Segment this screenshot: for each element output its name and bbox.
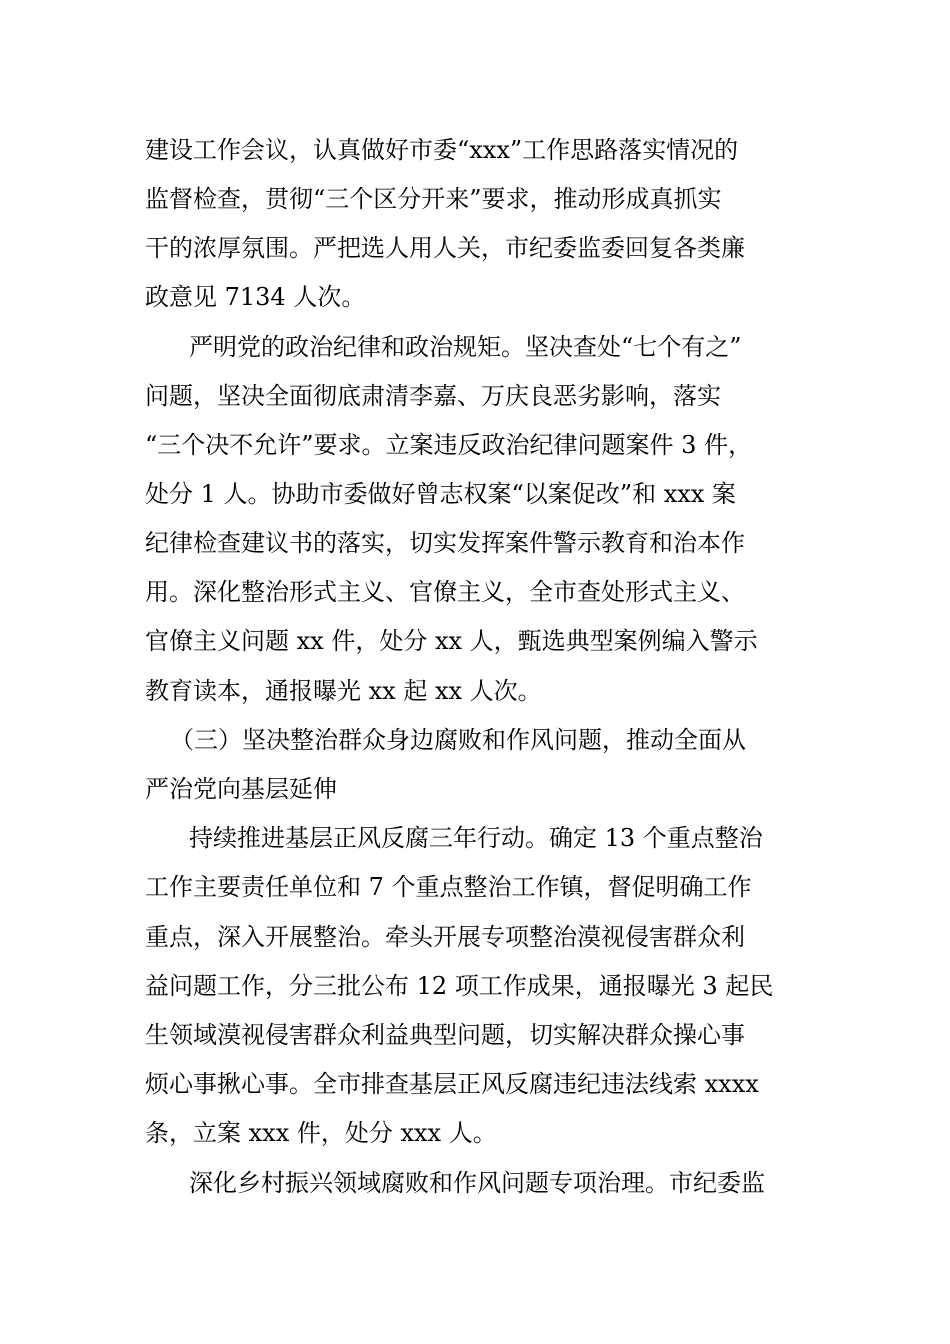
text-line: “三个决不允许”要求。立案违反政治纪律问题案件 3 件， <box>145 431 753 459</box>
text-line: 政意见 7134 人次。 <box>145 283 366 311</box>
paragraph-first-line: 持续推进基层正风反腐三年行动。确定 13 个重点整治 <box>189 824 763 852</box>
text-line: 处分 1 人。协助市委做好曾志权案“以案促改”和 xxx 案 <box>145 480 736 508</box>
paragraph-first-line: 深化乡村振兴领域腐败和作风问题专项治理。市纪委监 <box>189 1169 765 1197</box>
text-line: 生领域漠视侵害群众利益典型问题，切实解决群众操心事 <box>145 1021 745 1049</box>
text-line: 重点，深入开展整治。牵头开展专项整治漠视侵害群众利 <box>145 923 745 951</box>
text-line: 干的浓厚氛围。严把选人用人关，市纪委监委回复各类廉 <box>145 234 745 262</box>
text-line: 条，立案 xxx 件，处分 xxx 人。 <box>145 1119 497 1147</box>
text-line: 问题，坚决全面彻底肃清李嘉、万庆良恶劣影响，落实 <box>145 382 721 410</box>
text-line: 教育读本，通报曝光 xx 起 xx 人次。 <box>145 677 542 705</box>
text-line: 烦心事揪心事。全市排查基层正风反腐违纪违法线索 xxxx <box>145 1070 759 1098</box>
text-line: 纪律检查建议书的落实，切实发挥案件警示教育和治本作 <box>145 529 745 557</box>
text-line: 建设工作会议，认真做好市委“xxx”工作思路落实情况的 <box>145 136 739 164</box>
text-line: 益问题工作，分三批公布 12 项工作成果，通报曝光 3 起民 <box>145 972 774 1000</box>
section-heading: （三）坚决整治群众身边腐败和作风问题，推动全面从 <box>170 726 746 754</box>
text-line: 工作主要责任单位和 7 个重点整治工作镇，督促明确工作 <box>145 873 752 901</box>
text-line: 用。深化整治形式主义、官僚主义，全市查处形式主义、 <box>145 578 745 606</box>
text-line: 监督检查，贯彻“三个区分开来”要求，推动形成真抓实 <box>145 185 722 213</box>
text-line: 官僚主义问题 xx 件，处分 xx 人，甄选典型案例编入警示 <box>145 627 758 655</box>
paragraph-first-line: 严明党的政治纪律和政治规矩。坚决查处“七个有之” <box>189 333 742 361</box>
section-heading-continued: 严治党向基层延伸 <box>145 775 337 803</box>
